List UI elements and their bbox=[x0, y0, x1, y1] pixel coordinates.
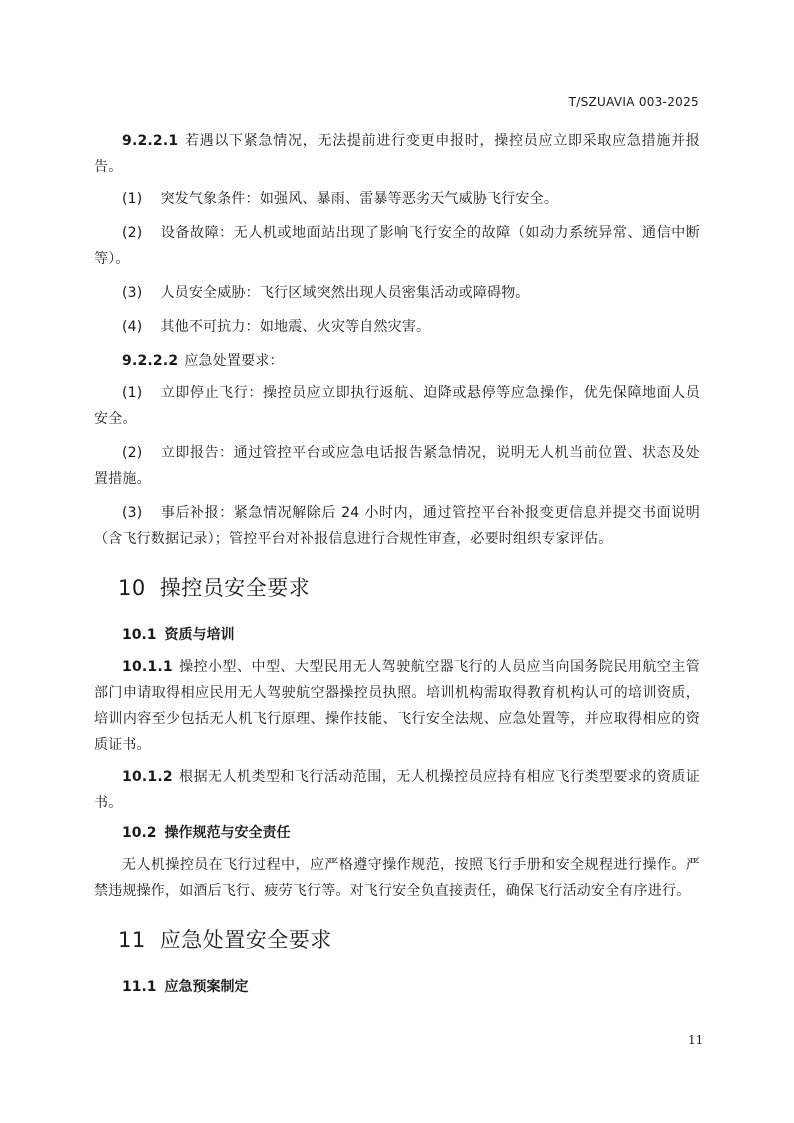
list-item bbox=[94, 186, 700, 212]
item-label: (2) bbox=[122, 225, 143, 241]
clause-9-2-2-1 bbox=[94, 128, 700, 180]
item-label: (1) bbox=[122, 191, 143, 207]
list-item bbox=[94, 500, 700, 552]
section-title: 应急处置安全要求 bbox=[159, 928, 332, 952]
list-item bbox=[94, 440, 700, 492]
subsection-heading-10-1 bbox=[122, 624, 700, 644]
paragraph-10-2 bbox=[94, 852, 700, 904]
item-label: (3) bbox=[122, 505, 143, 521]
clause-10-1-2 bbox=[94, 764, 700, 816]
subsection-title: 操作规范与安全责任 bbox=[164, 825, 291, 841]
item-text: 立即报告：通过管控平台或应急电话报告紧急情况，说明无人机当前位置、状态及处置措施。 bbox=[94, 445, 700, 487]
item-label: (3) bbox=[122, 285, 143, 301]
item-text: 人员安全威胁：飞行区域突然出现人员密集活动或障碍物。 bbox=[160, 285, 530, 301]
item-text: 立即停止飞行：操控员应立即执行返航、迫降或悬停等应急操作，优先保障地面人员安全。 bbox=[94, 385, 700, 427]
clause-number: 9.2.2.1 bbox=[122, 133, 179, 149]
section-heading-10 bbox=[118, 572, 700, 602]
document-id-header: T/SZUAVIA 003-2025 bbox=[568, 95, 699, 109]
subsection-heading-10-2 bbox=[122, 822, 700, 842]
clause-number: 10.1.2 bbox=[122, 769, 173, 785]
item-text: 突发气象条件：如强风、暴雨、雷暴等恶劣天气威胁飞行安全。 bbox=[160, 191, 559, 207]
clause-text: 应急处置要求： bbox=[184, 353, 284, 369]
list-item bbox=[94, 380, 700, 432]
item-label: (1) bbox=[122, 385, 143, 401]
section-heading-11 bbox=[118, 924, 700, 954]
clause-10-1-1 bbox=[94, 654, 700, 758]
subsection-title: 资质与培训 bbox=[164, 627, 235, 643]
item-text: 其他不可抗力：如地震、火灾等自然灾害。 bbox=[160, 319, 431, 335]
subsection-number: 10.2 bbox=[122, 825, 157, 841]
section-title: 操控员安全要求 bbox=[159, 576, 311, 600]
clause-text: 操控小型、中型、大型民用无人驾驶航空器飞行的人员应当向国务院民用航空主管部门申请取得相应民用无人驾驶航空器操控员执照。培训机构需取得教育机构认可的培训资质，培训内容至少包括无人机飞行原理、操作技能、飞行安全法规、应急处置等，并应取得相应的资质证书。 bbox=[94, 659, 700, 753]
clause-number: 9.2.2.2 bbox=[122, 353, 179, 369]
list-item bbox=[94, 280, 700, 306]
subsection-heading-11-1 bbox=[122, 976, 700, 996]
clause-text: 若遇以下紧急情况，无法提前进行变更申报时，操控员应立即采取应急措施并报告。 bbox=[94, 133, 700, 175]
item-text: 设备故障：无人机或地面站出现了影响飞行安全的故障（如动力系统异常、通信中断等）。 bbox=[94, 225, 700, 267]
item-label: (4) bbox=[122, 319, 143, 335]
list-item bbox=[94, 314, 700, 340]
item-label: (2) bbox=[122, 445, 143, 461]
list-item bbox=[94, 220, 700, 272]
section-number: 10 bbox=[118, 576, 146, 600]
page-number: 11 bbox=[688, 1033, 704, 1047]
subsection-number: 11.1 bbox=[122, 979, 157, 995]
paragraph-text: 无人机操控员在飞行过程中，应严格遵守操作规范，按照飞行手册和安全规程进行操作。严禁违规操作，如酒后飞行、疲劳飞行等。对飞行安全负直接责任，确保飞行活动安全有序进行。 bbox=[94, 857, 700, 899]
clause-number: 10.1.1 bbox=[122, 659, 173, 675]
clause-text: 根据无人机类型和飞行活动范围，无人机操控员应持有相应飞行类型要求的资质证书。 bbox=[94, 769, 700, 811]
subsection-number: 10.1 bbox=[122, 627, 157, 643]
section-number: 11 bbox=[118, 928, 146, 952]
clause-9-2-2-2 bbox=[94, 348, 700, 374]
subsection-title: 应急预案制定 bbox=[164, 979, 249, 995]
page-content bbox=[94, 128, 700, 1006]
item-text: 事后补报：紧急情况解除后 24 小时内，通过管控平台补报变更信息并提交书面说明（含飞行数据记录）；管控平台对补报信息进行合规性审查，必要时组织专家评估。 bbox=[94, 505, 700, 547]
